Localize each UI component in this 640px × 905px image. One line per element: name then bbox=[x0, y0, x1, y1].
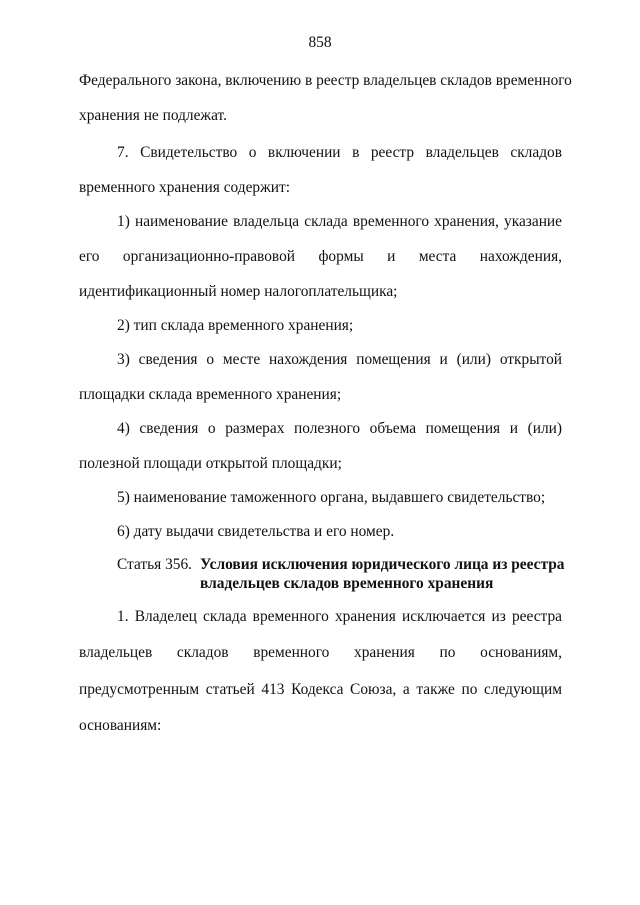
paragraph-line: основаниям: bbox=[79, 717, 162, 734]
paragraph-line: хранения не подлежат. bbox=[79, 107, 227, 124]
article-title bbox=[200, 555, 570, 593]
list-item-line: площадки склада временного хранения; bbox=[79, 386, 342, 403]
list-item-line: идентификационный номер налогоплательщика; bbox=[79, 283, 398, 300]
article-title-line: владельцев складов временного хранения bbox=[200, 575, 494, 592]
paragraph-line: предусмотренным статьей 413 Кодекса Союза, а также по следующим bbox=[79, 681, 562, 698]
paragraph-line: временного хранения содержит: bbox=[79, 179, 291, 196]
list-item-line: 4) сведения о размерах полезного объема помещения и (или) bbox=[117, 420, 562, 437]
list-item-line: 6) дату выдачи свидетельства и его номер. bbox=[117, 523, 395, 540]
paragraph-line: 7. Свидетельство о включении в реестр владельцев складов bbox=[117, 144, 562, 161]
list-item-line: 3) сведения о месте нахождения помещения и (или) открытой bbox=[117, 351, 562, 368]
list-item-line: 5) наименование таможенного органа, выдавшего свидетельство; bbox=[117, 489, 546, 506]
paragraph-line: 1. Владелец склада временного хранения исключается из реестра bbox=[117, 608, 562, 625]
list-item-line: 1) наименование владельца склада временного хранения, указание bbox=[117, 213, 562, 230]
article-title-line: Условия исключения юридического лица из реестра bbox=[200, 556, 565, 573]
list-item-line: его организационно-правовой формы и места нахождения, bbox=[79, 248, 562, 265]
list-item-line: 2) тип склада временного хранения; bbox=[117, 317, 354, 334]
page-number: 858 bbox=[308, 34, 332, 51]
paragraph-line: Федерального закона, включению в реестр владельцев складов временного bbox=[79, 72, 572, 89]
paragraph-line: владельцев складов временного хранения по основаниям, bbox=[79, 644, 562, 661]
list-item-line: полезной площади открытой площадки; bbox=[79, 455, 342, 472]
article-number: Статья 356. bbox=[117, 556, 193, 573]
